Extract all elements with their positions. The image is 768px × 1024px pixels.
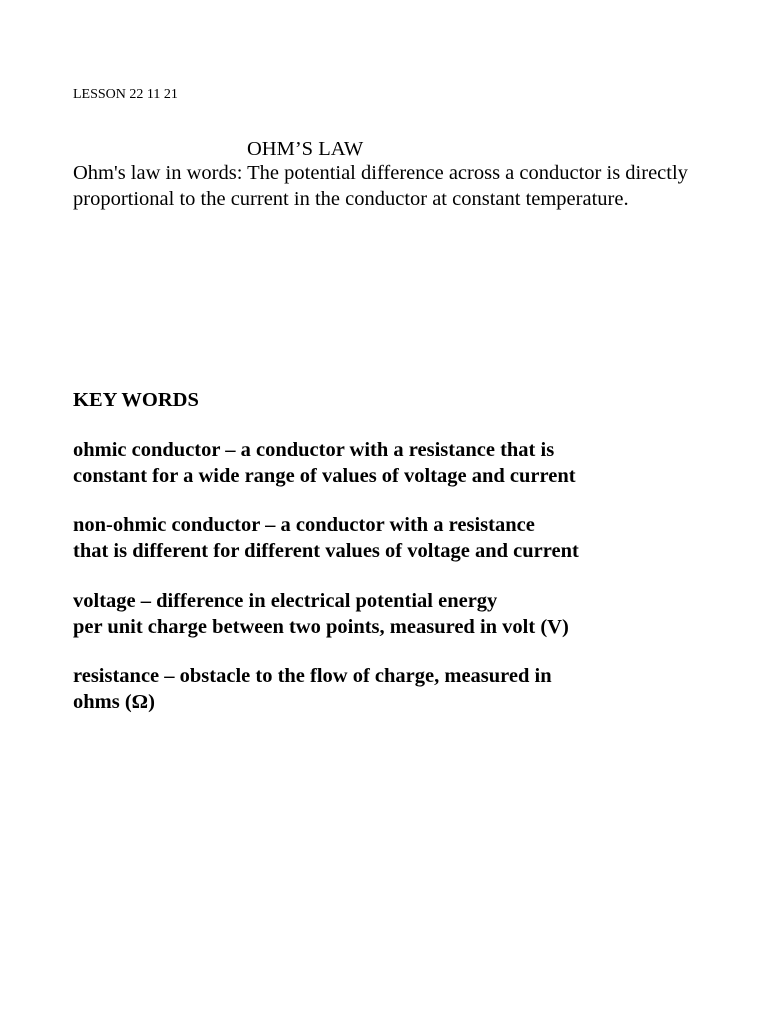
definition-line: non-ohmic conductor – a conductor with a resistance — [73, 514, 535, 536]
law-statement: Ohm's law in words: The potential difference across a conductor is directly proportional to the current in the conductor at constant temperature. — [73, 162, 688, 210]
definition-line: constant for a wide range of values of voltage and current — [73, 464, 576, 487]
definition-line: that is different for different values of voltage and current — [73, 539, 579, 562]
definition-line: ohms (Ω) — [73, 690, 155, 713]
definition-voltage — [73, 589, 569, 640]
definition-resistance — [73, 664, 552, 715]
definition-line: per unit charge between two points, measured in volt (V) — [73, 615, 569, 638]
definition-line: voltage – difference in electrical potential energy — [73, 590, 498, 612]
page-title: OHM’S LAW — [247, 138, 364, 160]
key-words-heading: KEY WORDS — [73, 389, 199, 411]
definition-ohmic-conductor — [73, 438, 576, 489]
definition-non-ohmic-conductor — [73, 513, 579, 564]
lesson-label: LESSON 22 11 21 — [73, 87, 178, 102]
definition-line: ohmic conductor – a conductor with a resistance that is — [73, 439, 555, 461]
definition-line: resistance – obstacle to the flow of charge, measured in — [73, 665, 552, 687]
